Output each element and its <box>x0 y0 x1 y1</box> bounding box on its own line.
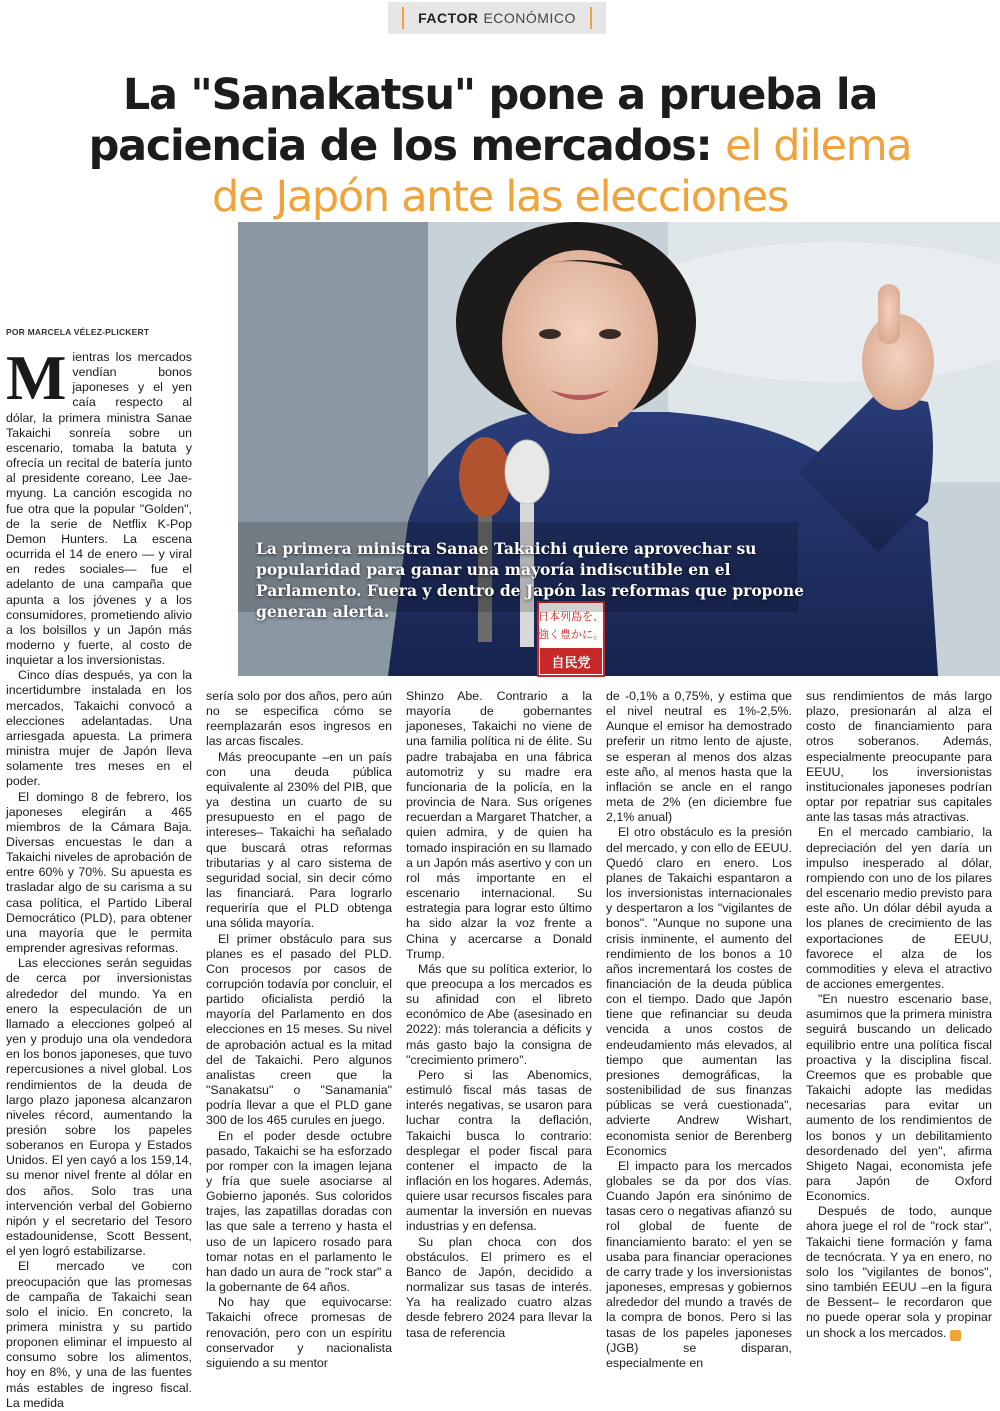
col1-paragraph-3: El domingo 8 de febrero, los japoneses elegirán a 465 miembros de la Cámara Baja. Diversas encuestas le dan a Takaichi niveles de aprobación de entre 60% y 70%. Su apuesta es trasladar algo de su carisma a su casa política, el Partido Liberal Democrático (PLD), para obtener una mayoría que le permita emprender agresivas reformas. <box>6 789 192 956</box>
section-label-strong: FACTOR <box>418 10 479 26</box>
dropcap: M <box>6 342 67 413</box>
column-3 <box>406 689 592 1341</box>
col1-paragraph-1 <box>6 342 192 668</box>
headline-line3: de Japón ante las elecciones <box>211 172 789 222</box>
sign-line3: 自民党 <box>551 656 591 671</box>
col5-p4-text: Después de todo, aunque ahora juege el rol de "rock star", Takaichi tiene formación y fama de tecnócrata. Y ya en enero, no solo los "vigilantes de bonos", sino también EEUU –en la figura de Bessent– le recordaron que no puede operar sola y propinar un shock a los mercados. <box>806 1204 992 1340</box>
col1-paragraph-4: Las elecciones serán seguidas de cerca por inversionistas alrededor del mundo. Ya en enero la especulación de un llamado a elecciones golpeó al yen y produjo una ola vendedora en los bonos japoneses, que tuvo repercusiones a nivel global. Los rendimientos de la deuda de largo plazo japonesa alcanzaron niveles récord, aumentando la presión sobre los papeles soberanos en Europa y Estados Unidos. El yen cayó a los 159,14, su menor nivel frente al dólar en dos años. Solo tras una intervención verbal del Gobierno nipón y el secretario del Tesoro estadounidense, Scott Bessent, el yen logró estabilizarse. <box>6 956 192 1259</box>
col5-paragraph-2: En el mercado cambiario, la depreciación del yen daría un impulso inesperado al dólar, rompiendo con uno de los pilares del escenario medio previsto para este año. Un dólar débil ayuda a los planes de crecimiento de las exportaciones de EEUU, favorece el alza de los commodities y eleva el atractivo de acciones emergentes. <box>806 825 992 991</box>
col3-paragraph-4: Su plan choca con dos obstáculos. El primero es el Banco de Japón, decidido a normalizar sus tasas de interés. Ya ha realizado cuatro alzas desde febrero 2024 para llevar la tasa de referencia <box>406 1234 592 1340</box>
col3-paragraph-1: Shinzo Abe. Contrario a la mayoría de gobernantes japoneses, Takaichi no viene de una familia política ni de élite. Su padre trabajaba en una fábrica automotriz y su madre era funcionaria de la policía, en la provincia de Nara. Sus orígenes recuerdan a Margaret Thatcher, a quien admira, y de quien ha tomado inspiración en su llamado a un Japón más asertivo y con un rol más importante en el escenario internacional. Su estrategia para lograr esto último ha sido alzar la voz frente a China y acercarse a Donald Trump. <box>406 689 592 961</box>
col1-p1-text: ientras los mercados vendían bonos japoneses y el yen caía respecto al dólar, la primera ministra Sanae Takaichi sonreía sobre un escenario, tomaba la batuta y ofrecía un recital de batería junto al presidente coreano, Lee Jae-myung. La canción escogida no fue otra que la popular "Golden", de la serie de Netflix K-Pop Demon Hunters. La escena ocurrida el 14 de enero — y viral en redes sociales— fue el adelanto de una campaña que apunta a los jóvenes y a los consumidores, prometiendo alivio a los bolsillos y un Japón más moderno y fuerte, al costo de inquietar a los inversionistas. <box>6 350 192 668</box>
sign-line2: 強く豊かに。 <box>538 628 604 641</box>
byline: POR MARCELA VÉLEZ-PLICKERT <box>6 327 150 337</box>
column-1 <box>6 342 192 1411</box>
column-2 <box>206 689 392 1371</box>
col4-paragraph-1: de -0,1% a 0,75%, y estima que el nivel neutral es 1%-2,5%. Aunque el emisor ha demostrado preferir un ritmo lento de ajuste, se esperan al menos dos alzas este año, al menos hasta que la inflación se ancle en el rango meta de 2% (en diciembre fue 2,1% anual) <box>606 689 792 825</box>
col1-paragraph-5: El mercado ve con preocupación que las promesas de campaña de Takaichi sean solo el inicio. En concreto, la primera ministra y su partido proponen eliminar el impuesto al consumo sobre los alimentos, hoy en 8%, y una de las fuentes más estables de ingreso fiscal. La medida <box>6 1259 192 1410</box>
col2-paragraph-2: Más preocupante –en un país con una deuda pública equivalente al 230% del PIB, que ya destina un cuarto de su presupuesto en el pago de intereses– Takaichi ha señalado que buscará otras reformas tributarias y al caro sistema de seguridad social, sin decir cómo las financiará. Para lograrlo requeriría que el PLD obtenga una sólida mayoría. <box>206 749 392 931</box>
headline-line1: La "Sanakatsu" pone a prueba la <box>122 70 878 120</box>
headline <box>60 70 940 223</box>
main-photo <box>238 222 1000 676</box>
photo-caption: La primera ministra Sanae Takaichi quiere aprovechar su popularidad para ganar una mayoría indiscutible en el Parlamento. Fuera y dentro de Japón las reformas que propone generan alerta. <box>256 539 804 621</box>
col5-paragraph-1: sus rendimientos de más largo plazo, presionarán al alza el costo de financiamiento para otros soberanos. Además, especialmente preocupante para EEUU, los inversionistas institucionales japoneses podrían optar por repatriar sus capitales ante las tasas más atractivas. <box>806 689 992 825</box>
sign-line1: 日本列島を、 <box>538 610 604 623</box>
headline-line2a: paciencia de los mercados: <box>88 121 712 171</box>
col2-paragraph-4: En el poder desde octubre pasado, Takaichi se ha esforzado por romper con la imagen lejana y fría que suele asociarse al Gobierno japonés. Sus coloridos trajes, las zapatillas doradas con las que sale a terreno y hasta el uso de un lapicero rosado para tomar notas en el parlamento le han dado un aura de "rock star" a la gobernante de 64 años. <box>206 1128 392 1295</box>
col5-paragraph-3: "En nuestro escenario base, asumimos que la primera ministra seguirá buscando un delicado equilibrio entre una política fiscal proactiva y la disciplina fiscal. Creemos que es probable que Takaichi adopte las medidas necesarias para evitar un aumento de los rendimientos de los bonos y un debilitamiento desordenado del yen", afirma Shigeto Nagai, economista jefe para Japón de Oxford Economics. <box>806 992 992 1204</box>
section-tag <box>388 2 606 34</box>
column-4 <box>606 689 792 1371</box>
col3-paragraph-3: Pero si las Abenomics, estimuló fiscal más tasas de interés negativas, se usaron para luchar contra la deflación, Takaichi busca lo contrario: desplegar el poder fiscal para contener el impacto de la inflación en los hogares. Además, quiere usar recursos fiscales para aumentar la inversión en nuevas industrias y en defensa. <box>406 1067 592 1234</box>
col2-paragraph-3: El primer obstáculo para sus planes es el pasado del PLD. Con procesos por casos de corrupción todavía por concluir, el partido oficialista perdió la mayoría del Parlamento en dos elecciones en 15 meses. Su nivel de aprobación actual es la mitad del de Takaichi. Pero algunos analistas creen que la "Sanakatsu" o "Sanamania" podría llevar a que el PLD gane 300 de los 465 curules en juego. <box>206 931 392 1128</box>
headline-line2b: el dilema <box>725 121 912 171</box>
col3-paragraph-2: Más que su política exterior, lo que preocupa a los mercados es su afinidad con el libreto económico de Abe (asesinado en 2022): más tolerancia a déficits y más gasto bajo la consigna de "crecimiento primero". <box>406 961 592 1067</box>
tag-bar-right <box>590 7 592 29</box>
end-mark-icon: S <box>950 1330 961 1341</box>
tag-bar-left <box>402 7 404 29</box>
col5-paragraph-4 <box>806 1204 992 1340</box>
section-label-light: ECONÓMICO <box>483 10 576 26</box>
col4-paragraph-3: El impacto para los mercados globales se da por dos vías. Cuando Japón era sinónimo de tasas cero o negativas afianzó su rol global de fuente de financiamiento barato: el yen se usaba para financiar operaciones de carry trade y los inversionistas japoneses, empresas y gobiernos alrededor del mundo a través de la compra de bonos. Pero si las tasas de los papeles japoneses (JGB) se disparan, especialmente en <box>606 1158 792 1370</box>
col4-paragraph-2: El otro obstáculo es la presión del mercado, y con ello de EEUU. Quedó claro en enero. Los planes de Takaichi espantaron a los inversionistas internacionales y despertaron a los "vigilantes de bonos". "Aunque no supone una crisis inminente, el aumento del rendimiento de los bonos a 10 años incrementará los costes de financiación de la deuda pública con el tiempo. Dado que Japón tiene que refinanciar su deuda vencida a unos costos de endeudamiento más elevados, al tiempo que aumentan las presiones demográficas, la sostenibilidad de sus finanzas públicas se verá cuestionada", advierte Andrew Wishart, economista senior de Berenberg Economics <box>606 825 792 1158</box>
col2-paragraph-5: No hay que equivocarse: Takaichi ofrece promesas de renovación, pero con un espíritu conservador y nacionalista siguiendo a su mentor <box>206 1295 392 1370</box>
col1-paragraph-2: Cinco días después, ya con la incertidumbre instalada en los mercados, Takaichi convocó a elecciones adelantadas. Una arriesgada apuesta. La primera ministra mujer de Japón lleva solamente tres meses en el poder. <box>6 668 192 789</box>
column-5 <box>806 689 992 1341</box>
col2-paragraph-1: sería solo por dos años, pero aún no se especifica cómo se reemplazarán esos ingresos en las arcas fiscales. <box>206 689 392 749</box>
